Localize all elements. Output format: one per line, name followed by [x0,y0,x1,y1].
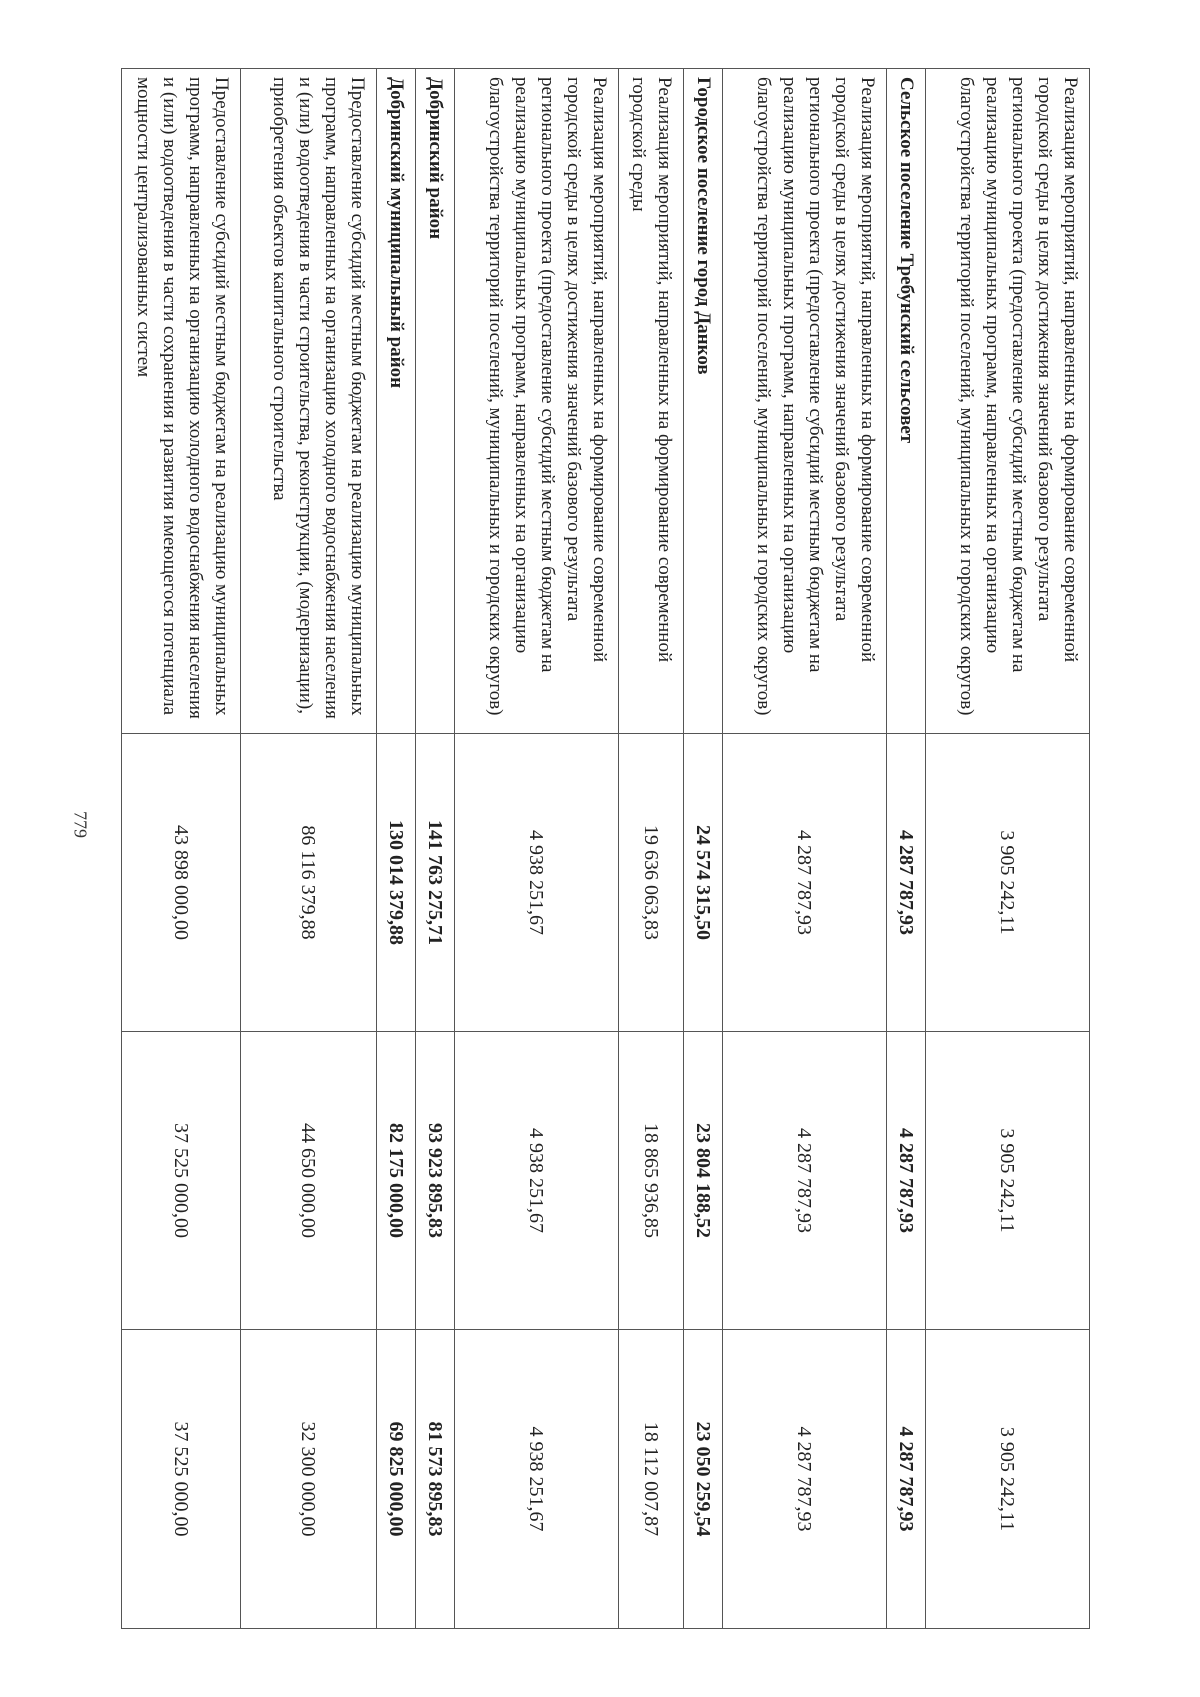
budget-table-sheet [135,68,1090,1628]
amount-year1-cell: 86 116 379,88 [241,734,377,1032]
amount-year2-cell: 4 287 787,93 [723,1032,887,1330]
budget-table-body [122,69,1090,1629]
table-row [887,69,926,1629]
amount-year2-cell: 93 923 895,83 [416,1032,455,1330]
amount-year2-cell: 4 287 787,93 [887,1032,926,1330]
amount-year2-cell: 4 938 251,67 [455,1032,619,1330]
row-name-cell: Добринский район [416,69,455,734]
amount-year1-cell: 43 898 000,00 [122,734,241,1032]
row-name-cell: Добринский муниципальный район [377,69,416,734]
amount-year2-cell: 37 525 000,00 [122,1032,241,1330]
table-row [377,69,416,1629]
row-name-cell: Реализация мероприятий, направленных на формирование современной городской среды в целях достижения значений базового результата регионального проекта (предоставление субсидий местным бюджетам на реализацию муниципальных программ, направленных на организацию благоустройства территорий поселений, муниципальных и городских округов) [455,69,619,734]
row-name-cell: Реализация мероприятий, направленных на формирование современной городской среды в целях достижения значений базового результата регионального проекта (предоставление субсидий местным бюджетам на реализацию муниципальных программ, направленных на организацию благоустройства территорий поселений, муниципальных и городских округов) [723,69,887,734]
amount-year2-cell: 18 865 936,85 [619,1032,684,1330]
amount-year1-cell: 4 938 251,67 [455,734,619,1032]
amount-year1-cell: 141 763 275,71 [416,734,455,1032]
amount-year2-cell: 44 650 000,00 [241,1032,377,1330]
amount-year2-cell: 23 804 188,52 [684,1032,723,1330]
amount-year3-cell: 37 525 000,00 [122,1330,241,1629]
row-name-cell: Реализация мероприятий, направленных на формирование современной городской среды [619,69,684,734]
amount-year3-cell: 18 112 007,87 [619,1330,684,1629]
row-name-cell: Предоставление субсидий местным бюджетам на реализацию муниципальных программ, направленных на организацию холодного водоснабжения населения и (или) водоотведения в части строительства, реконструкции, (модернизации), приобретения объектов капитального строительства [241,69,377,734]
amount-year1-cell: 19 636 063,83 [619,734,684,1032]
amount-year3-cell: 32 300 000,00 [241,1330,377,1629]
amount-year1-cell: 24 574 315,50 [684,734,723,1032]
table-row [619,69,684,1629]
row-name-cell: Сельское поселение Требунский сельсовет [887,69,926,734]
amount-year3-cell: 3 905 242,11 [926,1330,1090,1629]
table-row [723,69,887,1629]
table-row [122,69,241,1629]
amount-year2-cell: 82 175 000,00 [377,1032,416,1330]
table-row [241,69,377,1629]
row-name-cell: Городское поселение город Данков [684,69,723,734]
amount-year3-cell: 4 938 251,67 [455,1330,619,1629]
table-row [926,69,1090,1629]
amount-year1-cell: 4 287 787,93 [723,734,887,1032]
amount-year3-cell: 69 825 000,00 [377,1330,416,1629]
amount-year3-cell: 23 050 259,54 [684,1330,723,1629]
table-row [416,69,455,1629]
table-row [455,69,619,1629]
row-name-cell: Реализация мероприятий, направленных на формирование современной городской среды в целях достижения значений базового результата регионального проекта (предоставление субсидий местным бюджетам на реализацию муниципальных программ, направленных на организацию благоустройства территорий поселений, муниципальных и городских округов) [926,69,1090,734]
table-row [684,69,723,1629]
page-number: 779 [70,811,91,838]
budget-table [121,68,1090,1629]
amount-year1-cell: 130 014 379,88 [377,734,416,1032]
amount-year3-cell: 4 287 787,93 [887,1330,926,1629]
amount-year3-cell: 81 573 895,83 [416,1330,455,1629]
amount-year3-cell: 4 287 787,93 [723,1330,887,1629]
amount-year2-cell: 3 905 242,11 [926,1032,1090,1330]
amount-year1-cell: 3 905 242,11 [926,734,1090,1032]
row-name-cell: Предоставление субсидий местным бюджетам на реализацию муниципальных программ, направленных на организацию холодного водоснабжения населения и (или) водоотведения в части сохранения и развития имеющегося потенциала мощности централизованных систем [122,69,241,734]
amount-year1-cell: 4 287 787,93 [887,734,926,1032]
